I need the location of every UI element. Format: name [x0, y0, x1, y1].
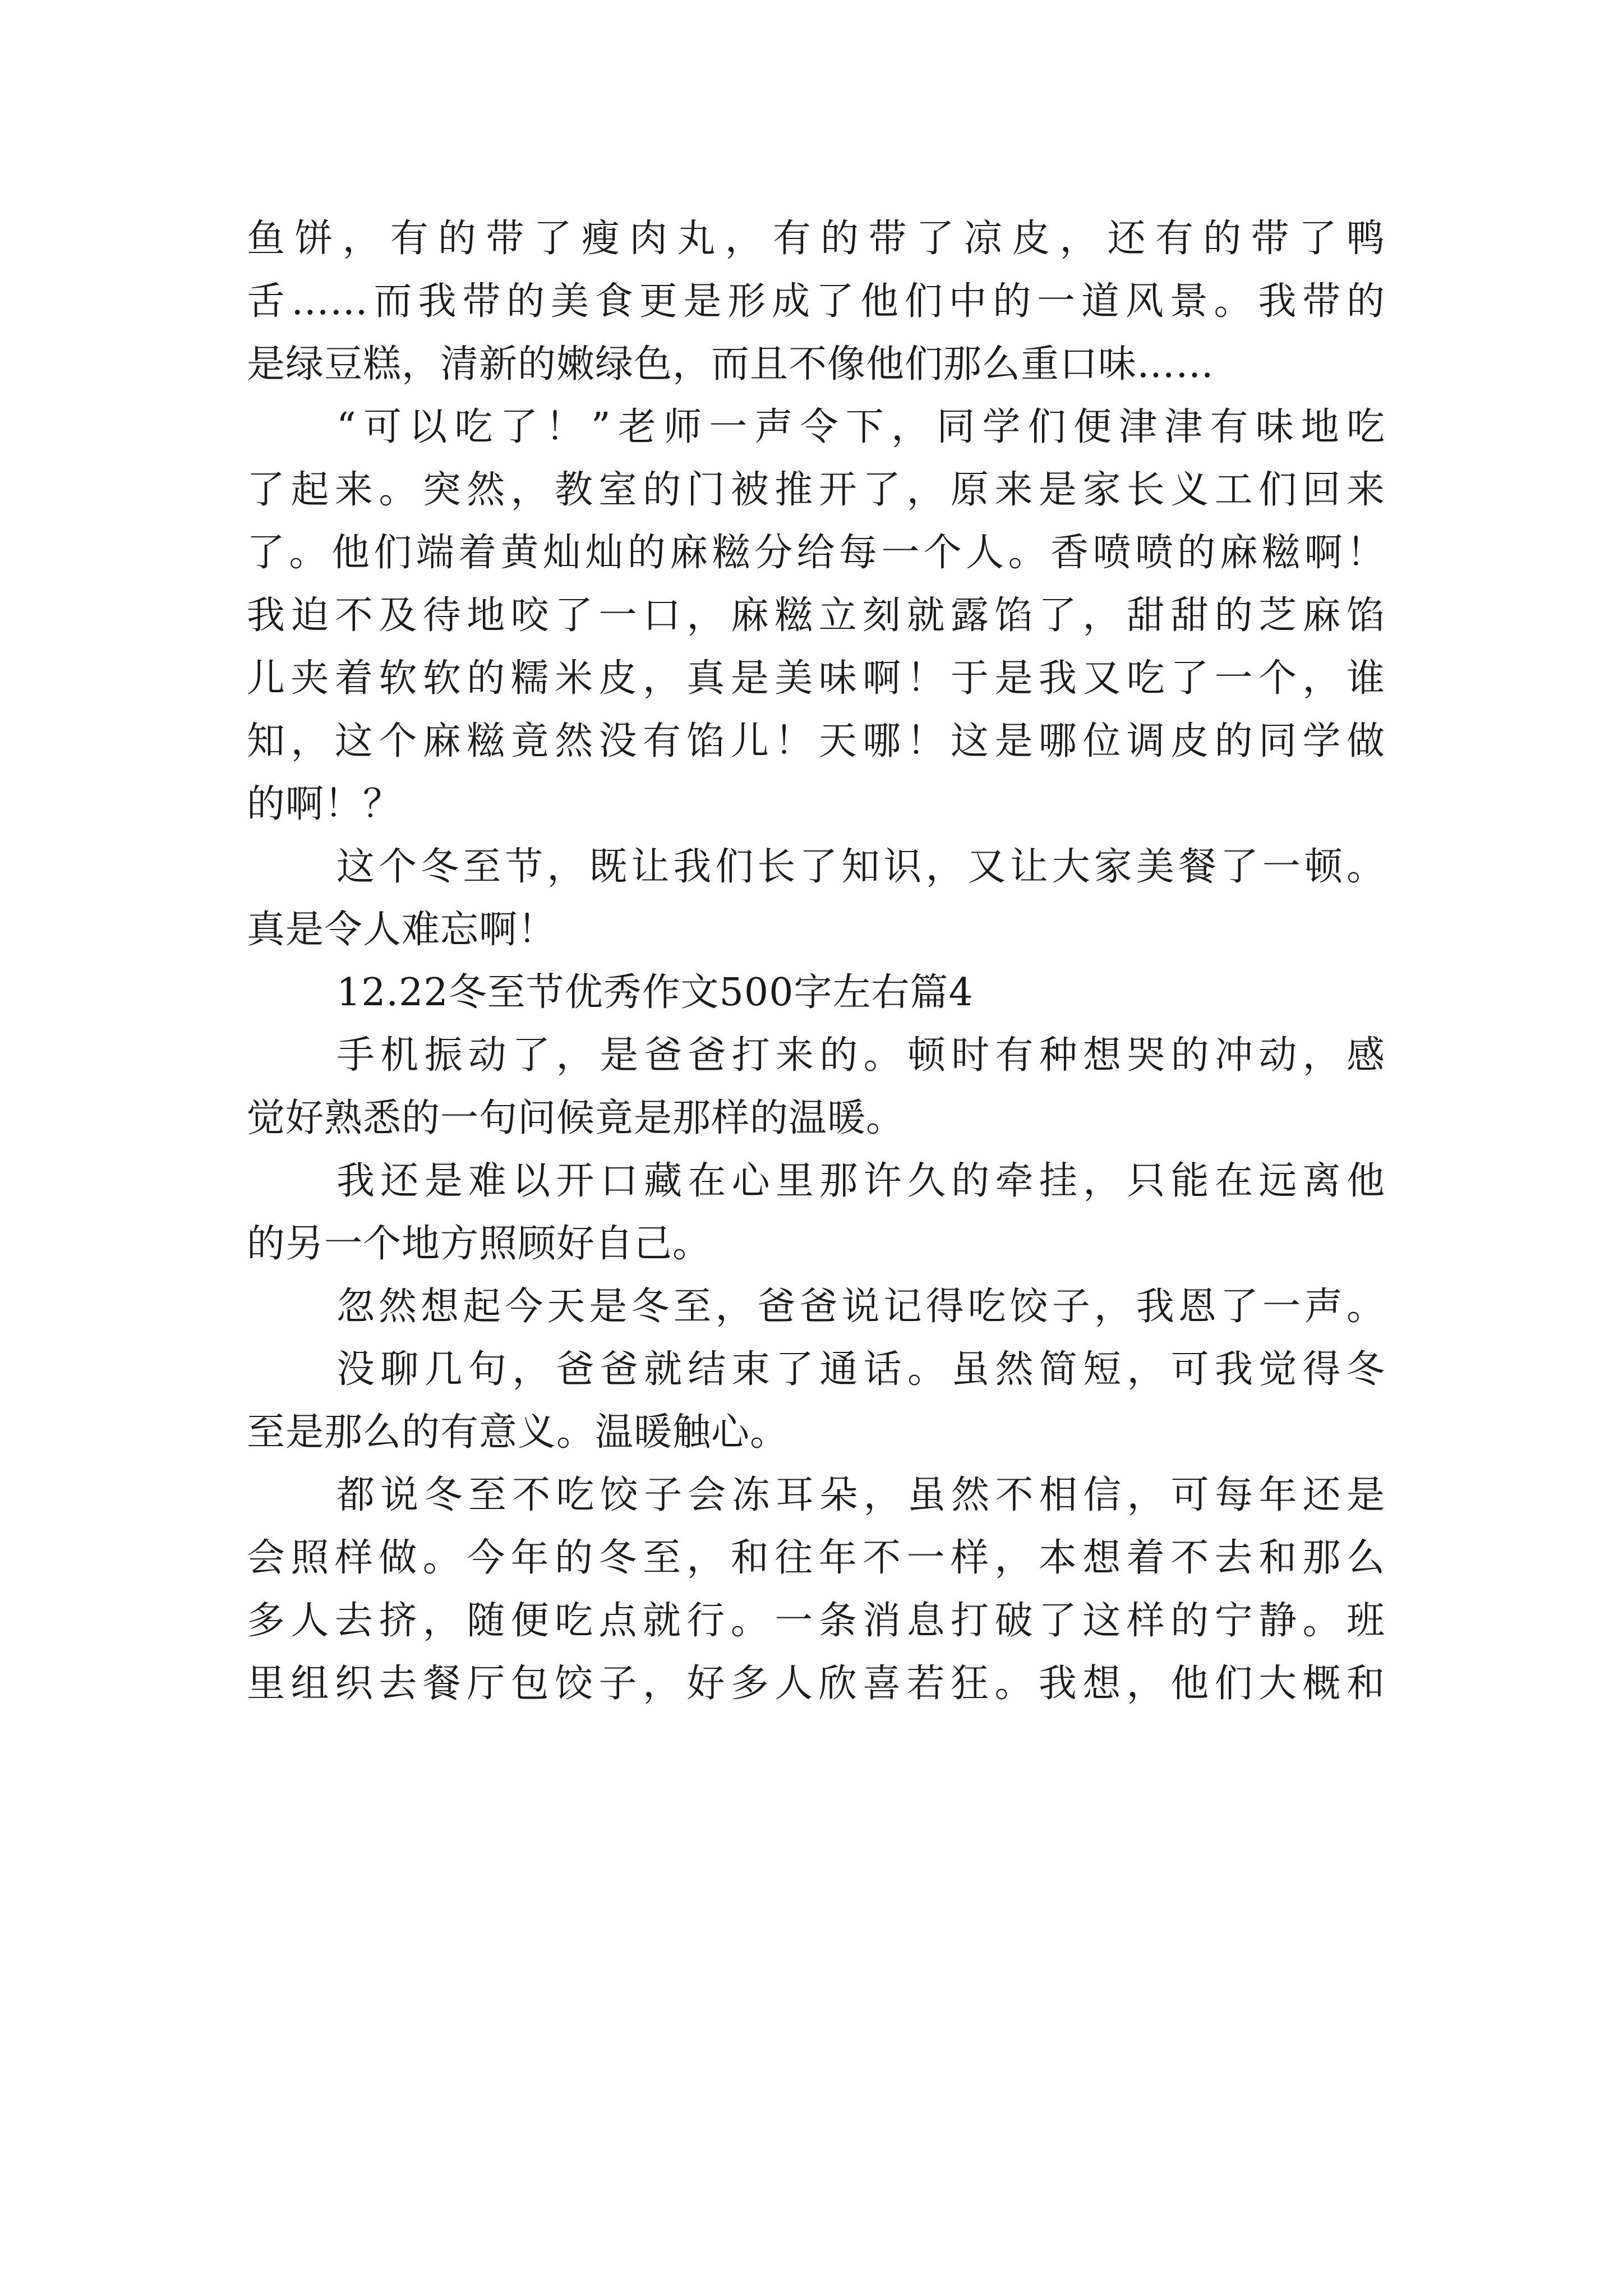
text-line: 知，这个麻糍竟然没有馅儿！天哪！这是哪位调皮的同学做 — [247, 719, 1385, 763]
text-line: 觉好熟悉的一句问候竟是那样的温暖。 — [247, 1096, 905, 1140]
text-line: 的另一个地方照顾好自己。 — [247, 1222, 712, 1266]
text-line: 会照样做。今年的冬至，和往年不一样，本想着不去和那么 — [247, 1536, 1385, 1580]
text-line: 鱼饼，有的带了瘦肉丸，有的带了凉皮，还有的带了鸭 — [247, 217, 1385, 261]
text-line: 手机振动了，是爸爸打来的。顿时有种想哭的冲动，感 — [336, 1033, 1385, 1078]
text-line: 至是那么的有意义。温暖触心。 — [247, 1410, 789, 1455]
text-line: 真是令人难忘啊！ — [247, 908, 557, 952]
text-line: 多人去挤，随便吃点就行。一条消息打破了这样的宁静。班 — [247, 1599, 1385, 1643]
text-line: 里组织去餐厅包饺子，好多人欣喜若狂。我想，他们大概和 — [247, 1662, 1385, 1706]
text-line: 我迫不及待地咬了一口，麻糍立刻就露馅了，甜甜的芝麻馅 — [247, 593, 1385, 638]
text-line: 我还是难以开口藏在心里那许久的牵挂，只能在远离他 — [336, 1159, 1385, 1203]
text-line: 这个冬至节，既让我们长了知识，又让大家美餐了一顿。 — [336, 845, 1385, 889]
text-line: “可以吃了！”老师一声令下，同学们便津津有味地吃 — [336, 405, 1385, 449]
text-line: 儿夹着软软的糯米皮，真是美味啊！于是我又吃了一个，谁 — [247, 656, 1385, 701]
text-line: 舌……而我带的美食更是形成了他们中的一道风景。我带的 — [247, 279, 1385, 324]
text-line: 了。他们端着黄灿灿的麻糍分给每一个人。香喷喷的麻糍啊！ — [247, 531, 1385, 575]
text-line: 忽然想起今天是冬至，爸爸说记得吃饺子，我恩了一声。 — [336, 1285, 1385, 1329]
text-line: 没聊几句，爸爸就结束了通话。虽然简短，可我觉得冬 — [336, 1347, 1385, 1392]
text-line: 都说冬至不吃饺子会冻耳朵，虽然不相信，可每年还是 — [336, 1473, 1385, 1517]
text-line: 了起来。突然，教室的门被推开了，原来是家长义工们回来 — [247, 468, 1385, 512]
section-heading: 12.22冬至节优秀作文500字左右篇4 — [336, 970, 974, 1015]
text-line: 是绿豆糕，清新的嫩绿色，而且不像他们那么重口味…… — [247, 342, 1215, 386]
essay-text — [247, 208, 1385, 1715]
text-line: 的啊！？ — [247, 782, 402, 826]
